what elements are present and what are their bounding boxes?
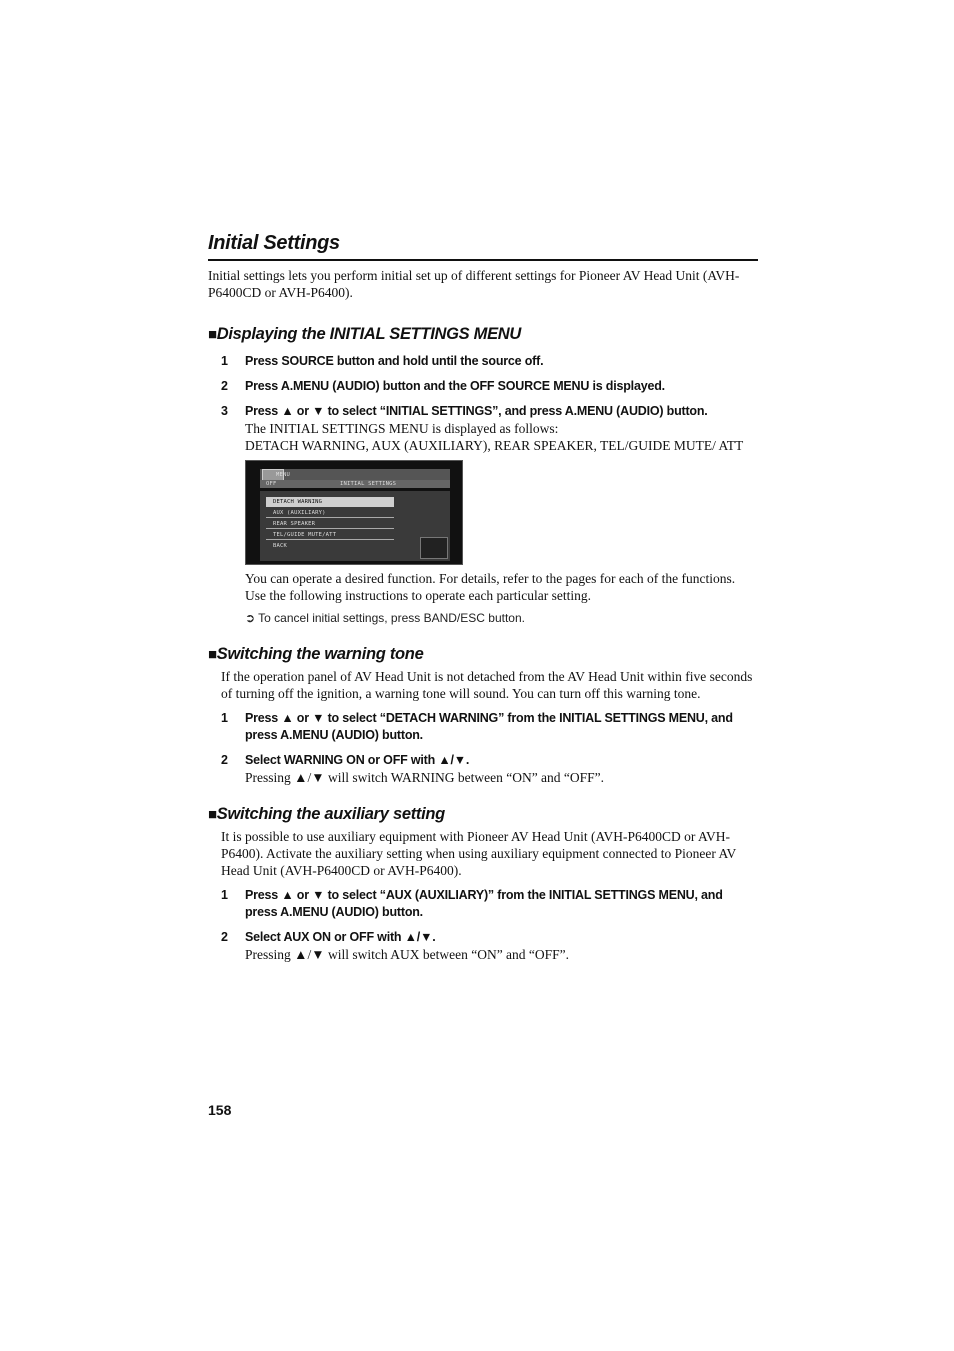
note: ➲ To cancel initial settings, press BAND/ESC button.: [245, 611, 525, 625]
page-title: Initial Settings: [208, 232, 758, 261]
warning-body: If the operation panel of AV Head Unit is not detached from the AV Head Unit within five seconds of turning off the ignition, a warning tone will sound. You can turn off this warning tone.: [221, 669, 753, 701]
auxiliary-step-1: 1 Press ▲ or ▼ to select “AUX (AUXILIARY)” from the INITIAL SETTINGS MENU, and press A.MENU (AUDIO) button.: [221, 888, 723, 919]
step-3-items: DETACH WARNING, AUX (AUXILIARY), REAR SPEAKER, TEL/GUIDE MUTE/ ATT: [245, 438, 744, 453]
step-3: 3 Press ▲ or ▼ to select “INITIAL SETTINGS”, and press A.MENU (AUDIO) button. The INITIAL SETTINGS MENU is displayed as follows: DETACH WARNING, AUX (AUXILIARY), REAR SPEAKER, TEL/GUIDE MUTE/ ATT: [208, 403, 758, 454]
page-number: 158: [208, 1102, 232, 1118]
section-heading-displaying: ■Displaying the INITIAL SETTINGS MENU: [208, 325, 522, 343]
step-3-desc: The INITIAL SETTINGS MENU is displayed as follows:: [245, 421, 559, 436]
navigation-pad-icon: [420, 537, 448, 559]
auxiliary-body: It is possible to use auxiliary equipment with Pioneer AV Head Unit (AVH-P6400CD or AVH-P6400). Activate the auxiliary setting when using auxiliary equipment connected to Pioneer AV Head Unit (AVH-P6400CD or AVH-P6400).: [221, 829, 737, 878]
after-text-2: Use the following instructions to operate each particular setting.: [245, 588, 592, 603]
square-bullet-icon: ■: [208, 806, 217, 823]
step-2: 2 Press A.MENU (AUDIO) button and the OFF SOURCE MENU is displayed.: [221, 379, 665, 393]
step-1: 1 Press SOURCE button and hold until the source off.: [221, 354, 544, 368]
intro-text: Initial settings lets you perform initial set up of different settings for Pioneer AV Head Unit (AVH-P6400CD or AVH-P6400).: [208, 268, 740, 300]
arrow-note-icon: ➲: [245, 611, 259, 625]
square-bullet-icon: ■: [208, 326, 217, 343]
warning-step-2: 2 Select WARNING ON or OFF with ▲/▼. Pressing ▲/▼ will switch WARNING between “ON” and “OFF”.: [221, 753, 605, 785]
auxiliary-step-2: 2 Select AUX ON or OFF with ▲/▼. Pressing ▲/▼ will switch AUX between “ON” and “OFF”.: [221, 930, 570, 962]
square-bullet-icon: ■: [208, 646, 217, 663]
after-text-1: You can operate a desired function. For details, refer to the pages for each of the functions.: [245, 571, 736, 586]
warning-step-1: 1 Press ▲ or ▼ to select “DETACH WARNING” from the INITIAL SETTINGS MENU, and press A.MENU (AUDIO) button.: [221, 711, 733, 742]
section-heading-auxiliary: ■Switching the auxiliary setting: [208, 805, 445, 823]
section-heading-warning: ■Switching the warning tone: [208, 645, 424, 663]
initial-settings-screen-image: MENU OFF INITIAL SETTINGS DETACH WARNING AUX (AUXILIARY) REAR SPEAKER TEL/GUIDE MUTE/ATT BACK: [245, 460, 463, 565]
page-content: [208, 232, 758, 963]
